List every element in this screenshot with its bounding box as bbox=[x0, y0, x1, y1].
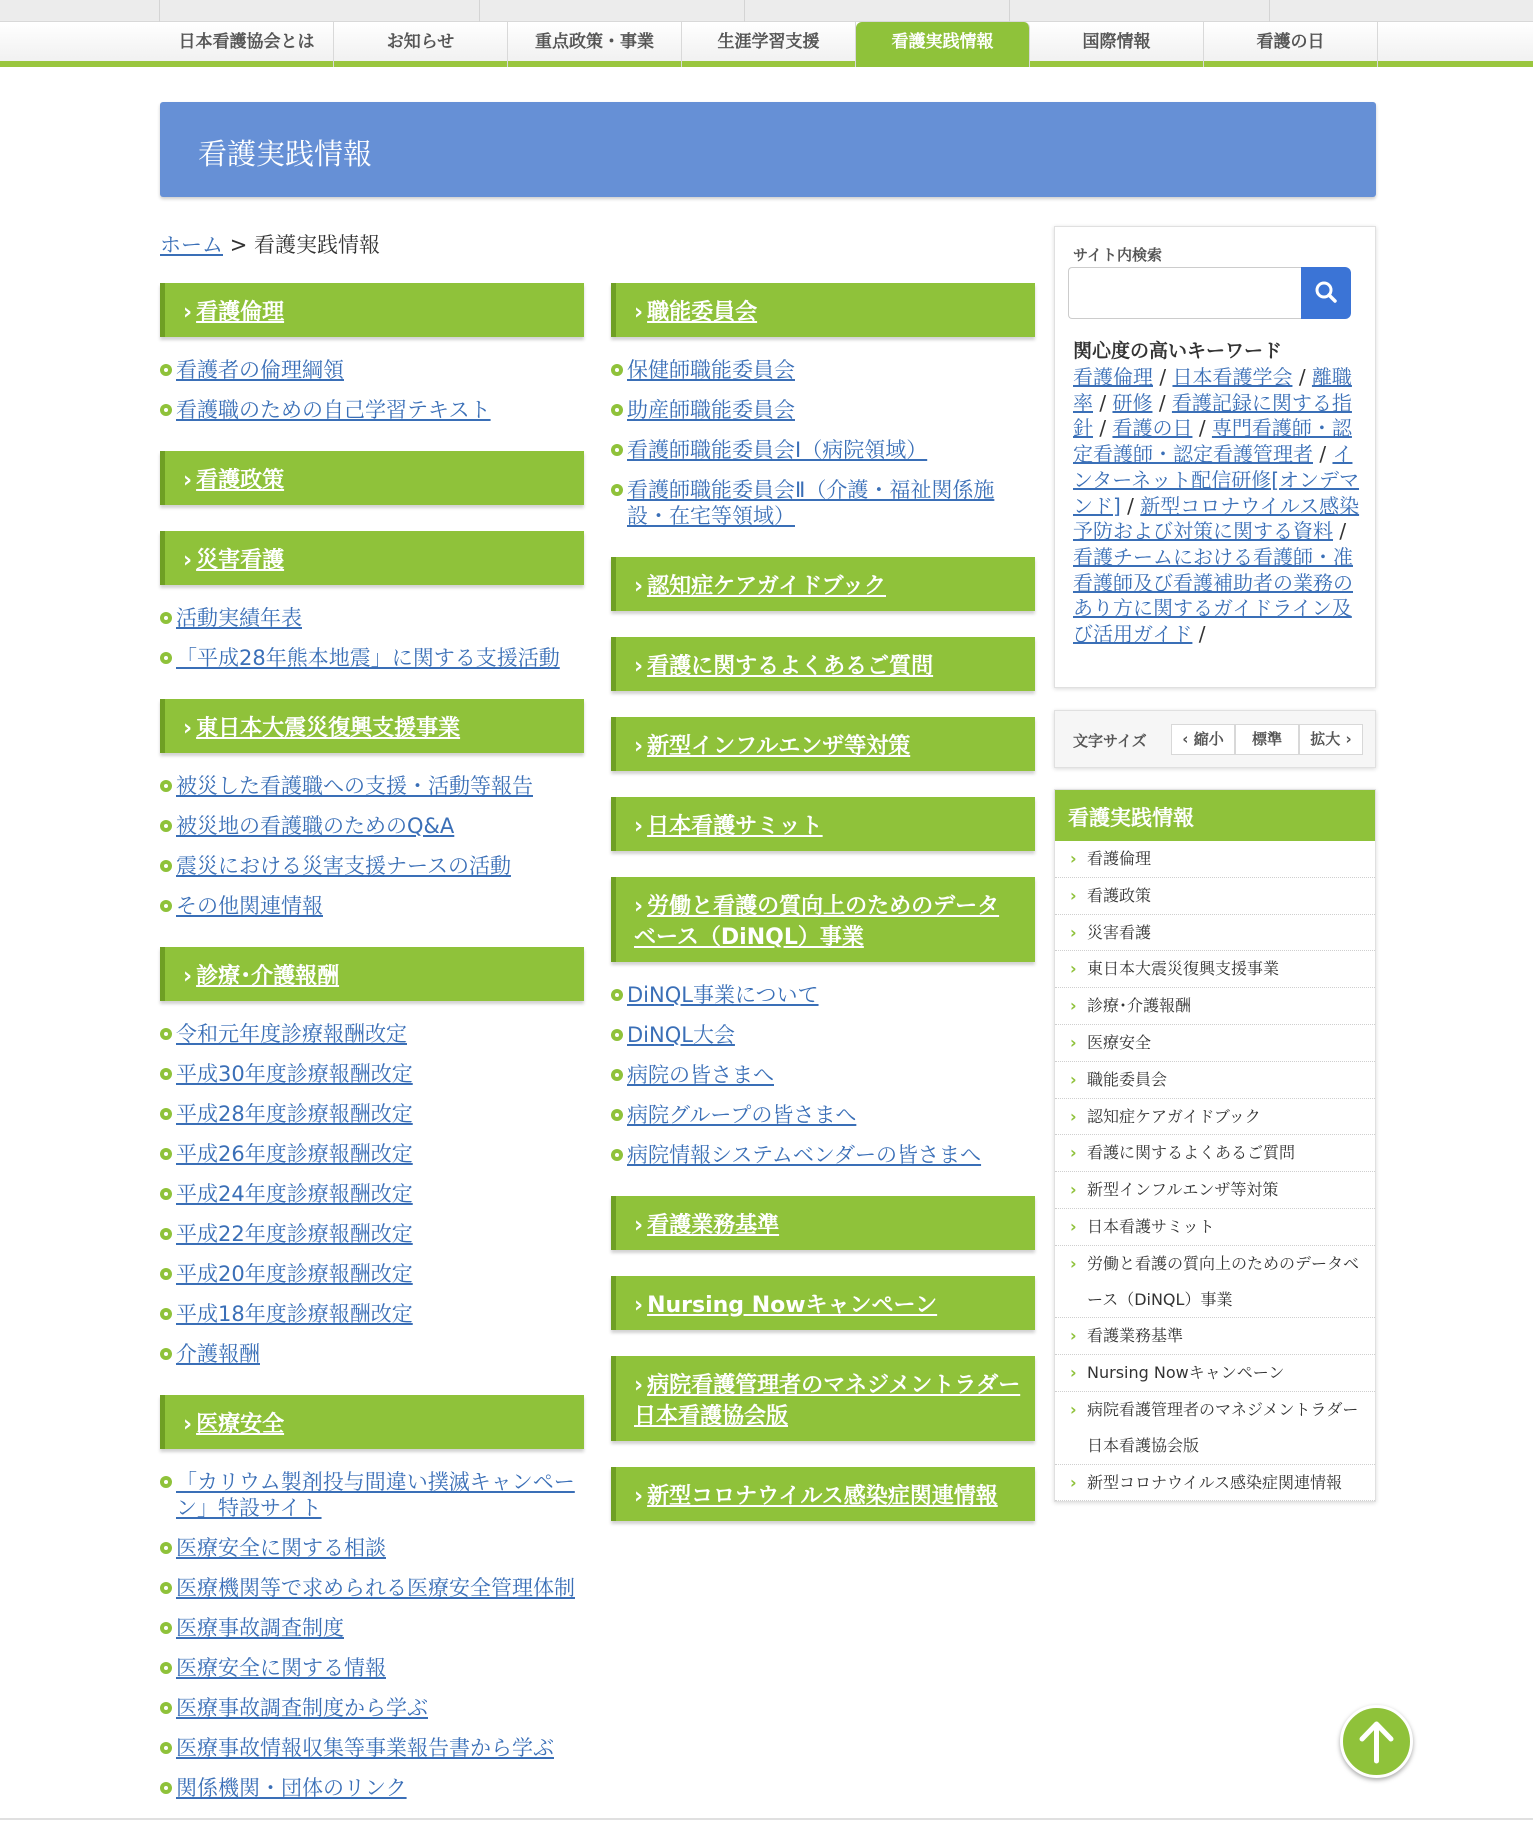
bullet-icon bbox=[160, 1148, 172, 1160]
bullet-icon bbox=[160, 1108, 172, 1120]
nav-item[interactable]: 看護の日 bbox=[1204, 22, 1378, 67]
middle-column bbox=[611, 283, 1035, 1547]
chevron-right-icon: › bbox=[1070, 1363, 1077, 1383]
site-search-label: サイト内検索 bbox=[1073, 246, 1162, 264]
section-link-label: 「平成28年熊本地震」に関する支援活動 bbox=[176, 646, 560, 670]
section-link-label: 医療安全に関する相談 bbox=[176, 1536, 386, 1560]
section-link[interactable] bbox=[611, 1022, 1035, 1048]
section-link-label: 関係機関・団体のリンク bbox=[176, 1776, 407, 1800]
side-nav-item-label: 認知症ケアガイドブック bbox=[1087, 1106, 1261, 1126]
chevron-right-icon: › bbox=[183, 964, 193, 989]
section-link[interactable] bbox=[611, 1142, 1035, 1168]
section-heading-label: 職能委員会 bbox=[647, 300, 758, 325]
keyword-separator: / bbox=[1198, 622, 1206, 647]
bullet-icon bbox=[611, 989, 623, 1001]
keyword-separator: / bbox=[1319, 442, 1327, 467]
section-heading-label: Nursing Nowキャンペーン bbox=[647, 1293, 938, 1318]
chevron-right-icon: › bbox=[634, 894, 644, 919]
section-link-label: 介護報酬 bbox=[176, 1342, 260, 1366]
chevron-right-icon: › bbox=[634, 814, 644, 839]
section-link-list bbox=[160, 605, 584, 671]
nav-item[interactable]: お知らせ bbox=[334, 22, 508, 67]
font-size-smaller-label: 縮小 bbox=[1193, 730, 1224, 748]
chevron-right-icon: › bbox=[1070, 1472, 1077, 1492]
side-nav-item[interactable] bbox=[1055, 1246, 1375, 1319]
bullet-icon bbox=[611, 1109, 623, 1121]
bullet-icon bbox=[160, 1702, 172, 1714]
top-strip-segment bbox=[745, 0, 1010, 22]
chevron-right-icon: › bbox=[183, 548, 193, 573]
chevron-right-icon: › bbox=[1070, 1069, 1077, 1089]
breadcrumb-home-link[interactable]: ホーム bbox=[160, 233, 223, 257]
bullet-icon bbox=[160, 1308, 172, 1320]
bullet-icon bbox=[160, 652, 172, 664]
section-link[interactable] bbox=[160, 1575, 584, 1601]
keyword-link[interactable]: 研修 bbox=[1112, 390, 1153, 415]
side-nav bbox=[1054, 789, 1376, 1502]
bullet-icon bbox=[611, 404, 623, 416]
side-nav-item[interactable] bbox=[1055, 1465, 1375, 1502]
section-link-label: 医療機関等で求められる医療安全管理体制 bbox=[176, 1576, 575, 1600]
keyword-separator: / bbox=[1298, 365, 1306, 389]
bullet-icon bbox=[160, 1476, 172, 1488]
chevron-right-icon: › bbox=[1070, 885, 1077, 905]
nav-item[interactable]: 日本看護協会とは bbox=[160, 22, 334, 67]
bullet-icon bbox=[611, 364, 623, 376]
section-heading-label: 病院看護管理者のマネジメントラダー日本看護協会版 bbox=[634, 1373, 1021, 1429]
chevron-right-icon: › bbox=[634, 734, 644, 759]
bullet-icon bbox=[160, 1662, 172, 1674]
bullet-icon bbox=[611, 484, 623, 496]
section-link[interactable] bbox=[160, 605, 584, 631]
page-top-button[interactable] bbox=[1340, 1705, 1413, 1778]
section-link[interactable] bbox=[160, 893, 584, 919]
keyword-separator: / bbox=[1099, 416, 1107, 441]
bullet-icon bbox=[160, 1188, 172, 1200]
section-link[interactable] bbox=[160, 1615, 584, 1641]
chevron-right-icon: › bbox=[634, 1293, 644, 1318]
chevron-left-icon: ‹ bbox=[1182, 730, 1194, 748]
side-nav-item[interactable] bbox=[1055, 915, 1375, 952]
section-heading-link[interactable] bbox=[611, 1196, 1035, 1250]
section-heading-label: 看護に関するよくあるご質問 bbox=[647, 654, 934, 679]
chevron-right-icon: › bbox=[1070, 849, 1077, 868]
breadcrumb-current: 看護実践情報 bbox=[253, 233, 380, 257]
section-heading-label: 新型インフルエンザ等対策 bbox=[647, 734, 911, 759]
bullet-icon bbox=[160, 1742, 172, 1754]
chevron-right-icon: › bbox=[1070, 1253, 1077, 1273]
side-nav-item-label: 看護倫理 bbox=[1087, 849, 1152, 868]
section-link[interactable] bbox=[160, 1655, 584, 1681]
section-link[interactable] bbox=[160, 1301, 584, 1327]
section-link-label: 保健師職能委員会 bbox=[627, 358, 795, 382]
section-link[interactable] bbox=[160, 773, 584, 799]
side-nav-item-label: 看護業務基準 bbox=[1087, 1326, 1184, 1346]
side-nav-item[interactable] bbox=[1055, 1135, 1375, 1172]
bullet-icon bbox=[160, 1542, 172, 1554]
chevron-right-icon: › bbox=[1340, 730, 1352, 748]
section-link-list bbox=[611, 357, 1035, 529]
keyword-separator: / bbox=[1159, 365, 1167, 389]
section-heading-label: 看護倫理 bbox=[196, 300, 285, 325]
section-heading-link[interactable] bbox=[160, 531, 584, 585]
font-size-control bbox=[1054, 710, 1376, 768]
side-nav-item-label: 診療･介護報酬 bbox=[1087, 996, 1192, 1016]
font-size-label: 文字サイズ bbox=[1073, 732, 1147, 750]
keyword-separator: / bbox=[1198, 416, 1206, 441]
side-nav-item-label: 看護政策 bbox=[1087, 885, 1152, 905]
chevron-right-icon: › bbox=[183, 716, 193, 741]
section-link[interactable] bbox=[160, 1061, 584, 1087]
section-link[interactable] bbox=[160, 397, 584, 423]
section-link-label: 平成20年度診療報酬改定 bbox=[176, 1262, 413, 1286]
keyword-separator: / bbox=[1099, 390, 1107, 415]
section-heading-link[interactable] bbox=[611, 797, 1035, 851]
section-link[interactable] bbox=[611, 357, 1035, 383]
section-link-label: 看護者の倫理綱領 bbox=[176, 358, 344, 382]
search-button[interactable] bbox=[1301, 267, 1351, 319]
side-nav-item[interactable] bbox=[1055, 1392, 1375, 1465]
chevron-right-icon: › bbox=[634, 654, 644, 679]
section-link-label: DiNQL事業について bbox=[627, 983, 819, 1007]
section-link[interactable] bbox=[611, 437, 1035, 463]
section-link-label: 看護師職能委員会Ⅱ（介護・福祉関係施設・在宅等領域） bbox=[627, 478, 995, 528]
bullet-icon bbox=[160, 1028, 172, 1040]
section-link-label: 平成28年度診療報酬改定 bbox=[176, 1102, 413, 1126]
left-column bbox=[160, 283, 584, 1829]
chevron-right-icon: › bbox=[1070, 1216, 1077, 1236]
side-nav-list bbox=[1055, 841, 1375, 1501]
section-heading-label: 新型コロナウイルス感染症関連情報 bbox=[647, 1484, 998, 1509]
section-link[interactable] bbox=[160, 1535, 584, 1561]
top-strip-segment bbox=[1010, 0, 1270, 22]
side-nav-item-label: 病院看護管理者のマネジメントラダー日本看護協会版 bbox=[1087, 1399, 1359, 1455]
bullet-icon bbox=[160, 1348, 172, 1360]
section-heading-label: 医療安全 bbox=[196, 1412, 285, 1437]
section-link[interactable] bbox=[160, 357, 584, 383]
top-strip-segment bbox=[480, 0, 745, 22]
bullet-icon bbox=[160, 780, 172, 792]
bullet-icon bbox=[160, 404, 172, 416]
section-heading-link[interactable] bbox=[611, 877, 1035, 962]
keyword-link[interactable]: インターネット配信研修[オンデマンド] bbox=[1073, 442, 1360, 518]
section-heading-link[interactable] bbox=[160, 283, 584, 337]
section-link[interactable] bbox=[160, 1221, 584, 1247]
keyword-link[interactable]: 看護倫理 bbox=[1073, 365, 1153, 389]
section-heading-link[interactable] bbox=[611, 557, 1035, 611]
side-nav-item[interactable] bbox=[1055, 988, 1375, 1025]
side-nav-item-label: 職能委員会 bbox=[1087, 1069, 1168, 1089]
side-nav-item-label: 看護に関するよくあるご質問 bbox=[1087, 1143, 1296, 1163]
chevron-right-icon: › bbox=[1070, 959, 1077, 979]
keyword-link[interactable]: 日本看護学会 bbox=[1172, 365, 1293, 389]
section-link-label: 助産師職能委員会 bbox=[627, 398, 795, 422]
section-heading-link[interactable] bbox=[611, 1276, 1035, 1330]
global-nav bbox=[0, 22, 1533, 67]
section-heading-link[interactable] bbox=[611, 637, 1035, 691]
section-link[interactable] bbox=[160, 813, 584, 839]
section-link-label: DiNQL大会 bbox=[627, 1023, 735, 1047]
keywords-list bbox=[1073, 365, 1363, 648]
section-link-label: 医療事故調査制度 bbox=[176, 1616, 344, 1640]
bullet-icon bbox=[160, 860, 172, 872]
chevron-right-icon: › bbox=[1070, 1399, 1077, 1419]
section-link-label: その他関連情報 bbox=[176, 894, 323, 918]
section-link[interactable] bbox=[611, 1102, 1035, 1128]
chevron-right-icon: › bbox=[1070, 1032, 1077, 1052]
side-nav-item-label: 労働と看護の質向上のためのデータベース（DiNQL）事業 bbox=[1087, 1253, 1360, 1309]
side-nav-item-label: 日本看護サミット bbox=[1087, 1216, 1215, 1236]
chevron-right-icon: › bbox=[183, 300, 193, 325]
chevron-right-icon: › bbox=[183, 468, 193, 493]
chevron-right-icon: › bbox=[634, 1484, 644, 1509]
keyword-separator: / bbox=[1127, 493, 1134, 518]
nav-item[interactable]: 国際情報 bbox=[1030, 22, 1204, 67]
bullet-icon bbox=[160, 1782, 172, 1794]
bullet-icon bbox=[611, 1149, 623, 1161]
bullet-icon bbox=[611, 444, 623, 456]
section-link-list bbox=[160, 773, 584, 919]
chevron-right-icon: › bbox=[634, 300, 644, 325]
search-input[interactable] bbox=[1068, 267, 1302, 319]
top-strip-segment bbox=[0, 0, 160, 22]
section-heading-link[interactable] bbox=[160, 947, 584, 1001]
chevron-right-icon: › bbox=[1070, 1180, 1077, 1200]
search-icon bbox=[1301, 267, 1351, 319]
section-heading-label: 東日本大震災復興支援事業 bbox=[196, 716, 461, 741]
side-nav-item[interactable] bbox=[1055, 951, 1375, 988]
keywords-title: 関心度の高いキーワード bbox=[1073, 340, 1283, 362]
section-link[interactable] bbox=[611, 477, 1035, 529]
side-nav-item-label: 医療安全 bbox=[1087, 1032, 1152, 1052]
bottom-divider bbox=[0, 1818, 1533, 1820]
section-link-label: 看護職のための自己学習テキスト bbox=[176, 398, 491, 422]
section-heading-link[interactable] bbox=[611, 1467, 1035, 1521]
bullet-icon bbox=[160, 1068, 172, 1080]
site-search-box bbox=[1054, 226, 1376, 688]
nav-item[interactable]: 看護実践情報 bbox=[856, 22, 1030, 67]
side-nav-item[interactable] bbox=[1055, 1172, 1375, 1209]
chevron-right-icon: › bbox=[183, 1412, 193, 1437]
section-heading-link[interactable] bbox=[160, 451, 584, 505]
chevron-right-icon: › bbox=[1070, 922, 1077, 942]
section-link[interactable] bbox=[160, 1261, 584, 1287]
section-link-label: 活動実績年表 bbox=[176, 606, 302, 630]
bullet-icon bbox=[611, 1029, 623, 1041]
section-link-label: 「カリウム製剤投与間違い撲滅キャンペーン」特設サイト bbox=[176, 1470, 575, 1520]
chevron-right-icon: › bbox=[1070, 1326, 1077, 1346]
font-size-larger-label: 拡大 bbox=[1310, 730, 1341, 748]
section-heading-label: 看護業務基準 bbox=[647, 1213, 780, 1238]
chevron-right-icon: › bbox=[1070, 1106, 1077, 1126]
section-link-label: 病院の皆さまへ bbox=[627, 1063, 774, 1087]
section-link-label: 被災した看護職への支援・活動等報告 bbox=[176, 774, 533, 798]
section-link[interactable] bbox=[611, 1062, 1035, 1088]
section-heading-link[interactable] bbox=[611, 1356, 1035, 1441]
section-link-label: 平成18年度診療報酬改定 bbox=[176, 1302, 413, 1326]
nav-item[interactable]: 重点政策・事業 bbox=[508, 22, 682, 67]
section-link[interactable] bbox=[611, 982, 1035, 1008]
section-heading-label: 災害看護 bbox=[196, 548, 285, 573]
section-link-label: 被災地の看護職のためのQ&A bbox=[176, 814, 455, 838]
section-heading-label: 看護政策 bbox=[196, 468, 285, 493]
keyword-link[interactable]: 離職率 bbox=[1073, 365, 1352, 415]
section-link[interactable] bbox=[160, 1141, 584, 1167]
section-link-label: 医療事故調査制度から学ぶ bbox=[176, 1696, 428, 1720]
section-link-label: 医療安全に関する情報 bbox=[176, 1656, 386, 1680]
chevron-right-icon: › bbox=[634, 1373, 644, 1398]
section-link-label: 平成22年度診療報酬改定 bbox=[176, 1222, 413, 1246]
side-nav-item-label: 東日本大震災復興支援事業 bbox=[1087, 959, 1280, 979]
side-nav-item-label: Nursing Nowキャンペーン bbox=[1087, 1363, 1285, 1383]
nav-item[interactable]: 生涯学習支援 bbox=[682, 22, 856, 67]
section-heading-label: 認知症ケアガイドブック bbox=[647, 574, 886, 599]
global-nav-list bbox=[160, 22, 1378, 67]
section-link-label: 平成26年度診療報酬改定 bbox=[176, 1142, 413, 1166]
section-link-label: 震災における災害支援ナースの活動 bbox=[176, 854, 511, 878]
side-nav-item[interactable] bbox=[1055, 1355, 1375, 1392]
page-title-banner bbox=[160, 102, 1376, 197]
breadcrumb-separator: > bbox=[229, 233, 248, 257]
section-link[interactable] bbox=[160, 645, 584, 671]
section-link-list bbox=[611, 982, 1035, 1168]
font-size-larger-button[interactable] bbox=[1299, 724, 1363, 755]
section-heading-link[interactable] bbox=[160, 699, 584, 753]
keyword-link[interactable]: 看護チームにおける看護師・准看護師及び看護補助者の業務のあり方に関するガイドライン及び活用ガイド bbox=[1073, 544, 1353, 647]
keyword-link[interactable]: 看護記録に関する指針 bbox=[1073, 390, 1352, 441]
section-link-label: 病院情報システムベンダーの皆さまへ bbox=[627, 1143, 982, 1167]
section-link[interactable] bbox=[160, 1695, 584, 1721]
bullet-icon bbox=[160, 900, 172, 912]
page-title: 看護実践情報 bbox=[198, 137, 373, 171]
section-heading-label: 診療･介護報酬 bbox=[196, 964, 340, 989]
keyword-link[interactable]: 新型コロナウイルス感染予防および対策に関する資料 bbox=[1073, 493, 1360, 544]
section-link[interactable] bbox=[160, 1341, 584, 1367]
section-link-list bbox=[160, 357, 584, 423]
keyword-separator: / bbox=[1158, 390, 1166, 415]
side-nav-item[interactable] bbox=[1055, 1025, 1375, 1062]
section-link-label: 医療事故情報収集等事業報告書から学ぶ bbox=[176, 1736, 554, 1760]
section-link[interactable] bbox=[160, 1021, 584, 1047]
chevron-right-icon: › bbox=[634, 574, 644, 599]
font-size-smaller-button[interactable] bbox=[1171, 724, 1235, 755]
section-link-label: 平成24年度診療報酬改定 bbox=[176, 1182, 413, 1206]
side-nav-item[interactable] bbox=[1055, 878, 1375, 915]
section-link[interactable] bbox=[160, 1181, 584, 1207]
section-link[interactable] bbox=[160, 1469, 584, 1521]
side-nav-item-label: 災害看護 bbox=[1087, 922, 1152, 942]
bullet-icon bbox=[160, 1582, 172, 1594]
chevron-right-icon: › bbox=[634, 1213, 644, 1238]
section-link-label: 病院グループの皆さまへ bbox=[627, 1103, 857, 1127]
section-link[interactable] bbox=[160, 853, 584, 879]
font-size-standard-button[interactable] bbox=[1235, 724, 1299, 755]
section-link-label: 看護師職能委員会Ⅰ（病院領域） bbox=[627, 438, 928, 462]
side-nav-item-label: 新型インフルエンザ等対策 bbox=[1087, 1180, 1279, 1200]
keyword-link[interactable]: 専門看護師・認定看護師・認定看護管理者 bbox=[1073, 416, 1352, 467]
top-strip-segment bbox=[160, 0, 480, 22]
section-link-label: 令和元年度診療報酬改定 bbox=[176, 1022, 407, 1046]
section-heading-link[interactable] bbox=[611, 717, 1035, 771]
section-link[interactable] bbox=[611, 397, 1035, 423]
section-link[interactable] bbox=[160, 1775, 584, 1801]
top-strip bbox=[0, 0, 1533, 22]
side-nav-title: 看護実践情報 bbox=[1055, 790, 1375, 841]
section-link-list bbox=[160, 1469, 584, 1801]
bullet-icon bbox=[160, 1622, 172, 1634]
section-link-list bbox=[160, 1021, 584, 1367]
side-nav-item[interactable] bbox=[1055, 1318, 1375, 1355]
section-heading-link[interactable] bbox=[160, 1395, 584, 1449]
font-size-buttons bbox=[1171, 724, 1363, 755]
bullet-icon bbox=[160, 1268, 172, 1280]
section-heading-link[interactable] bbox=[611, 283, 1035, 337]
arrow-up-icon bbox=[1340, 1705, 1413, 1778]
side-nav-item[interactable] bbox=[1055, 1099, 1375, 1136]
section-link-label: 平成30年度診療報酬改定 bbox=[176, 1062, 413, 1086]
section-heading-label: 労働と看護の質向上のためのデータベース（DiNQL）事業 bbox=[634, 894, 1000, 950]
keyword-link[interactable]: 看護の日 bbox=[1112, 416, 1193, 441]
bullet-icon bbox=[160, 820, 172, 832]
chevron-right-icon: › bbox=[1070, 996, 1077, 1016]
bullet-icon bbox=[160, 612, 172, 624]
chevron-right-icon: › bbox=[1070, 1143, 1077, 1163]
bullet-icon bbox=[611, 1069, 623, 1081]
keyword-separator: / bbox=[1339, 519, 1347, 544]
side-nav-item[interactable] bbox=[1055, 841, 1375, 878]
section-link[interactable] bbox=[160, 1735, 584, 1761]
font-size-standard-label: 標準 bbox=[1251, 730, 1282, 748]
bullet-icon bbox=[160, 1228, 172, 1240]
side-nav-item[interactable] bbox=[1055, 1062, 1375, 1099]
breadcrumb bbox=[160, 229, 380, 259]
side-nav-item-label: 新型コロナウイルス感染症関連情報 bbox=[1087, 1472, 1343, 1492]
bullet-icon bbox=[160, 364, 172, 376]
section-heading-label: 日本看護サミット bbox=[647, 814, 823, 839]
side-nav-item[interactable] bbox=[1055, 1209, 1375, 1246]
section-link[interactable] bbox=[160, 1101, 584, 1127]
